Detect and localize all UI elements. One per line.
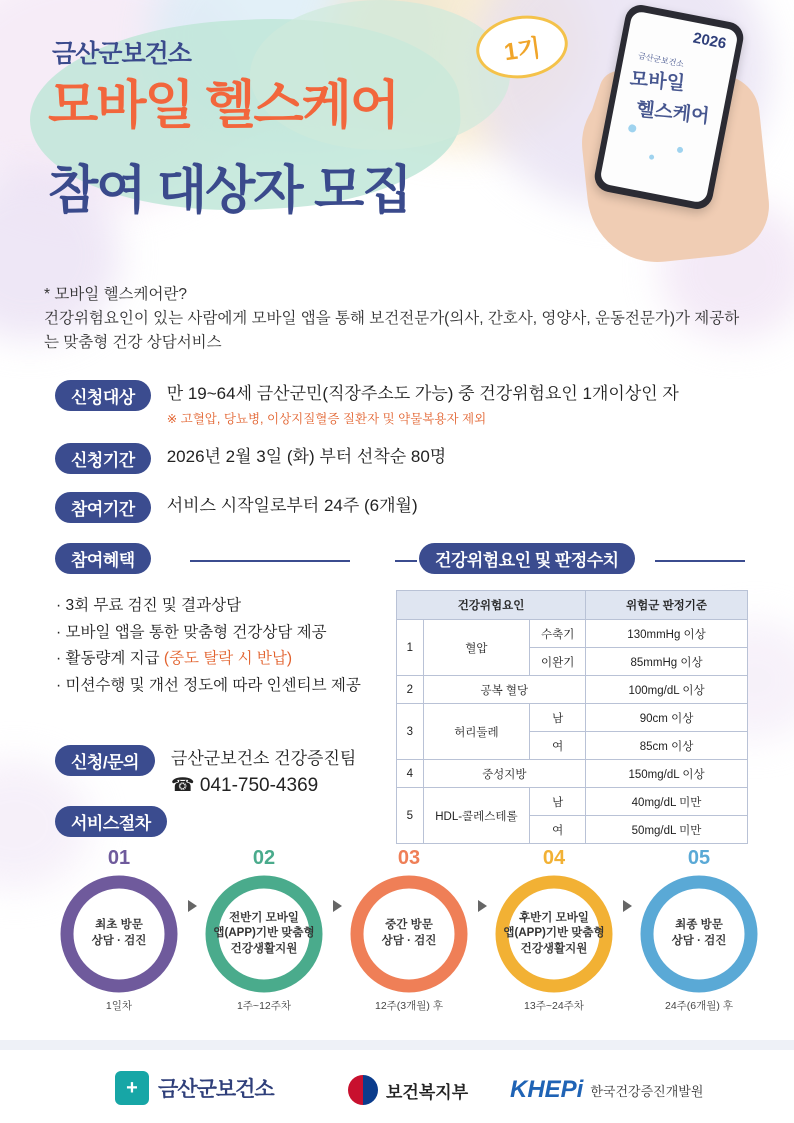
process-step-when: 1일차: [105, 1000, 133, 1012]
contact-label: 신청/문의: [55, 745, 155, 776]
process-step-number: 02: [252, 847, 276, 869]
risk-heading: 건강위험요인 및 판정수치: [419, 543, 635, 574]
process-diagram: [40, 845, 754, 1020]
logo-label: KHEPi: [510, 1076, 584, 1103]
table-header-cell: 위험군 판정기준: [586, 591, 748, 620]
process-step-text: 중간 방문 상담 · 검진: [381, 919, 437, 947]
risk-table: [396, 590, 748, 844]
process-step-when: 1주~12주차: [236, 1000, 292, 1012]
taegeuk-icon: [348, 1075, 378, 1105]
cell-value: 150mg/dL 이상: [586, 760, 748, 788]
cell-name: 허리둘레: [423, 704, 530, 760]
cell-value: 50mg/dL 미만: [586, 816, 748, 844]
list-item-highlight: (중도 탈락 시 반납): [163, 650, 292, 668]
info-row-duration: [55, 492, 418, 523]
process-arrow-icon: [188, 900, 197, 912]
info-label: 참여기간: [55, 492, 151, 523]
org-name: 금산군보건소: [52, 40, 191, 68]
process-step-text: 전반기 모바일 앱(APP)기반 맞춤형 건강생활지원: [213, 911, 315, 955]
phone-year: 2026: [691, 29, 728, 53]
telephone-icon: ☎: [170, 774, 195, 796]
cell-index: 1: [397, 620, 424, 676]
list-item: · 모바일 앱을 통한 맞춤형 건강상담 제공: [56, 623, 327, 641]
benefits-list: [56, 593, 361, 700]
info-value: 만 19~64세 금산군민(직장주소도 가능) 중 건강위험요인 1개이상인 자: [166, 384, 679, 403]
cell-name: 중성지방: [423, 760, 586, 788]
process-step-text: 최초 방문 상담 · 검진: [91, 919, 147, 947]
logo-geumsan: [115, 1071, 274, 1105]
table-row: [397, 704, 748, 732]
info-row-target: [55, 380, 679, 428]
clinic-cross-icon: +: [115, 1071, 149, 1105]
info-note: ※ 고혈압, 당뇨병, 이상지질혈증 질환자 및 약물복용자 제외: [166, 411, 487, 426]
phone-illustration: [585, 10, 785, 260]
list-item-text: · 활동량계 지급: [56, 650, 164, 668]
intro-question: * 모바일 헬스케어란?: [44, 286, 188, 303]
cell-value: 130mmHg 이상: [586, 620, 748, 648]
process-step-number: 04: [542, 847, 566, 869]
logo-khepi: [510, 1076, 703, 1104]
contact-phone-number: 041-750-4369: [199, 774, 319, 796]
cell-sub: 여: [530, 816, 586, 844]
cell-value: 100mg/dL 이상: [586, 676, 748, 704]
risk-rule-right: [655, 560, 745, 562]
process-step: [495, 847, 613, 1012]
intro-body: 건강위험요인이 있는 사람에게 모바일 앱을 통해 보건전문가(의사, 간호사, 영양사, 운동전문가)가 제공하는 맞춤형 건강 상담서비스: [44, 310, 740, 352]
logo-label: 금산군보건소: [158, 1078, 274, 1101]
list-item: · 미션수행 및 개선 정도에 따라 인센티브 제공: [56, 676, 361, 694]
list-item: · 3회 무료 검진 및 결과상담: [56, 597, 242, 614]
cell-sub: 남: [530, 788, 586, 816]
benefits-heading: 참여혜택: [55, 543, 151, 574]
process-heading: 서비스절차: [55, 806, 167, 837]
benefits-rule: [190, 560, 350, 562]
info-value: 서비스 시작일로부터 24주 (6개월): [166, 496, 418, 515]
table-row: [397, 760, 748, 788]
cell-value: 85mmHg 이상: [586, 648, 748, 676]
risk-heading-wrap: [419, 543, 635, 574]
process-step: [205, 847, 323, 1012]
process-step-when: 24주(6개월) 후: [664, 1000, 733, 1012]
process-step: [640, 847, 758, 1012]
cohort-badge: [472, 10, 572, 84]
decor-dot: [628, 124, 637, 133]
cell-index: 5: [397, 788, 424, 844]
table-header-cell: 건강위험요인: [397, 591, 586, 620]
decor-dot: [677, 146, 684, 153]
cell-sub: 수축기: [530, 620, 586, 648]
cell-value: 90cm 이상: [586, 704, 748, 732]
cell-index: 3: [397, 704, 424, 760]
process-arrow-icon: [478, 900, 487, 912]
process-step-when: 13주~24주차: [524, 1000, 584, 1012]
process-step: [350, 847, 468, 1012]
cell-index: 4: [397, 760, 424, 788]
footer-divider: [0, 1040, 794, 1050]
list-item: [56, 646, 361, 673]
intro-block: [44, 283, 754, 355]
poster-header: [0, 0, 794, 265]
cell-value: 40mg/dL 미만: [586, 788, 748, 816]
cell-sub: 여: [530, 732, 586, 760]
process-heading-wrap: [55, 806, 167, 837]
cohort-badge-label: 1기: [502, 34, 543, 66]
cell-sub: 이완기: [530, 648, 586, 676]
cell-name: 혈압: [423, 620, 530, 676]
cell-sub: 남: [530, 704, 586, 732]
process-arrow-icon: [333, 900, 342, 912]
process-step-number: 05: [687, 847, 711, 869]
cell-index: 2: [397, 676, 424, 704]
phone-line1: 모바일: [628, 68, 686, 95]
benefits-heading-wrap: [55, 543, 151, 574]
logo-label: 보건복지부: [386, 1082, 469, 1102]
logo-mohw: [348, 1075, 468, 1105]
cell-value: 85cm 이상: [586, 732, 748, 760]
contact-value: [171, 745, 356, 800]
logo-sublabel: 한국건강증진개발원: [590, 1083, 704, 1099]
contact-phone: [171, 772, 356, 801]
info-row-period: [55, 443, 446, 474]
decor-dot: [649, 154, 655, 160]
table-row: [397, 676, 748, 704]
info-value: 2026년 2월 3일 (화) 부터 선착순 80명: [166, 447, 447, 466]
info-value-wrap: [167, 380, 679, 428]
phone-org: 금산군보건소: [637, 51, 685, 69]
table-header-row: [397, 591, 748, 620]
table-row: [397, 620, 748, 648]
process-step-number: 01: [107, 847, 131, 869]
process-step-when: 12주(3개월) 후: [374, 1000, 443, 1012]
contact-org: 금산군보건소 건강증진팀: [170, 749, 357, 768]
phone-line2: 헬스케어: [635, 99, 711, 128]
process-step-text: 후반기 모바일 앱(APP)기반 맞춤형 건강생활지원: [503, 911, 605, 955]
process-step-number: 03: [397, 847, 421, 869]
info-label: 신청기간: [55, 443, 151, 474]
contact-row: [55, 745, 356, 800]
table-row: [397, 788, 748, 816]
process-arrow-icon: [623, 900, 632, 912]
process-step: [60, 847, 178, 1012]
risk-rule-left: [395, 560, 417, 562]
process-step-text: 최종 방문 상담 · 검진: [671, 919, 727, 947]
cell-name: 공복 혈당: [423, 676, 586, 704]
page-title-line1: 모바일 헬스케어: [48, 77, 399, 135]
footer: [0, 1057, 794, 1123]
info-label: 신청대상: [55, 380, 151, 411]
cell-name: HDL-콜레스테롤: [423, 788, 530, 844]
page-title-line2: 참여 대상자 모집: [48, 162, 411, 220]
